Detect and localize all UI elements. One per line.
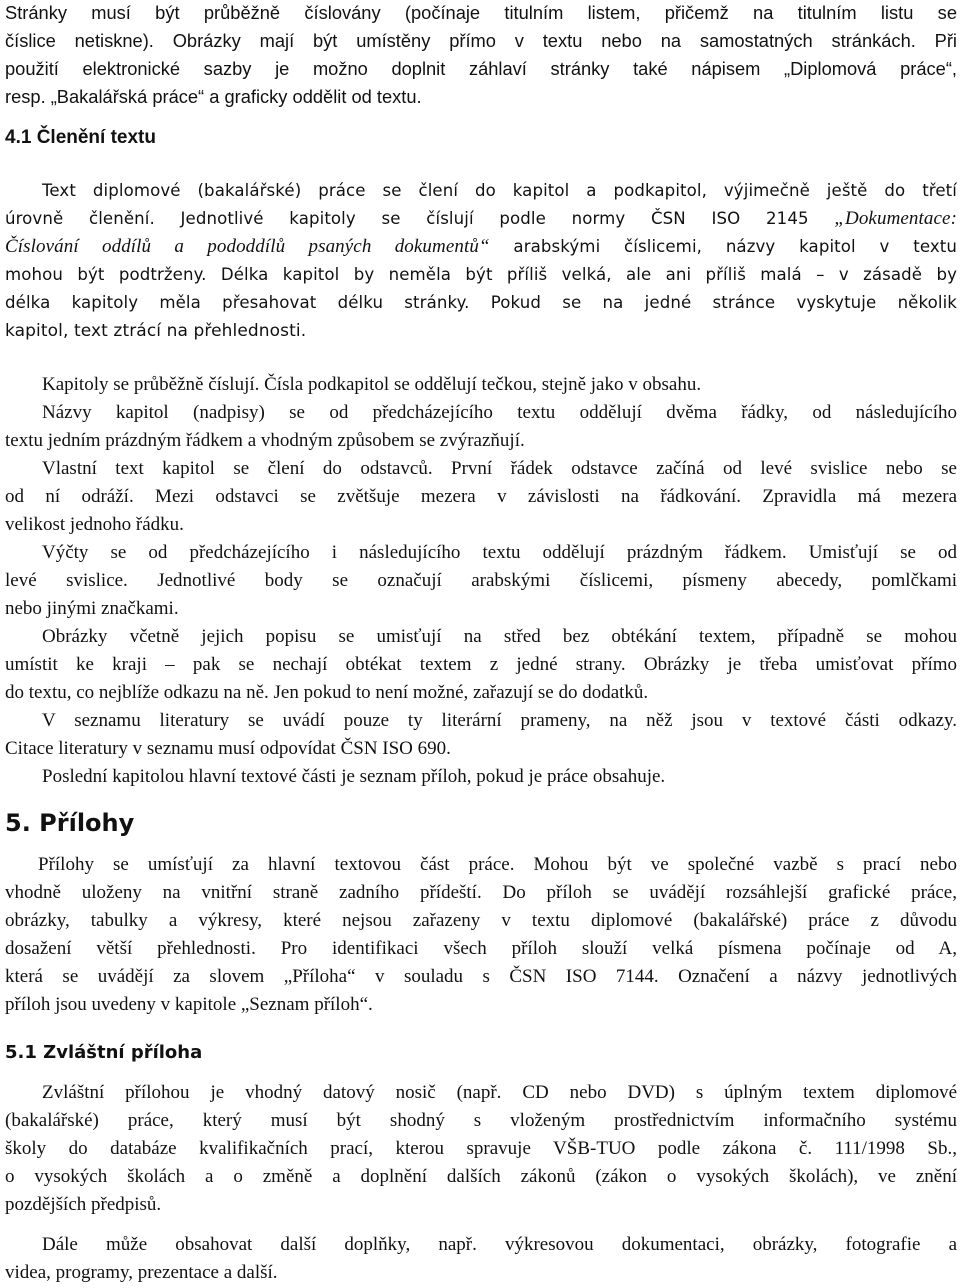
section-heading-5-1: 5.1 Zvláštní příloha — [5, 1042, 203, 1063]
paragraph-line: Vlastní text kapitol se člení do odstavců. První řádek odstavce začíná od levé svislice nebo se — [42, 458, 957, 479]
plain-text: úrovně členění. Jednotlivé kapitoly se číslují podle normy ČSN ISO 2145 — [5, 209, 835, 228]
paragraph-line: velikost jednoho řádku. — [5, 514, 184, 535]
paragraph-line: pozdějších předpisů. — [5, 1194, 162, 1215]
paragraph-line: která se uvádějí za slovem „Příloha“ v souladu s ČSN ISO 7144. Označení a názvy jednotlivých — [5, 966, 957, 987]
paragraph-line: Přílohy se umísťují za hlavní textovou část práce. Mohou být ve společné vazbě s prací nebo — [38, 854, 957, 875]
plain-text: arabskými číslicemi, názvy kapitol v textu — [489, 237, 957, 256]
paragraph-line: V seznamu literatury se uvádí pouze ty literární prameny, na něž jsou v textové části odkazy. — [42, 710, 957, 731]
paragraph-line: od ní odráží. Mezi odstavci se zvětšuje mezera v závislosti na řádkování. Zpravidla má mezera — [5, 486, 957, 507]
paragraph-line: levé svislice. Jednotlivé body se označují arabskými číslicemi, písmeny abecedy, pomlčkami — [5, 570, 957, 591]
paragraph-line: nebo jinými značkami. — [5, 598, 179, 619]
paragraph-line: obrázky, tabulky a výkresy, které nejsou zařazeny v textu diplomové (bakalářské) práce z důvodu — [5, 910, 957, 931]
paragraph-line: Kapitoly se průběžně číslují. Čísla podkapitol se oddělují tečkou, stejně jako v obsahu. — [42, 374, 702, 395]
paragraph-line: textu jedním prázdným řádkem a vhodným způsobem se zvýrazňují. — [5, 430, 525, 451]
paragraph-line: kapitol, text ztrácí na přehlednosti. — [5, 321, 307, 341]
italic-title: „Dokumentace: — [834, 208, 957, 229]
paragraph-line: Výčty se od předcházejícího i následujícího textu oddělují prázdným řádkem. Umisťují se od — [42, 542, 957, 563]
section-heading-5: 5. Přílohy — [5, 809, 135, 837]
italic-title: Číslování oddílů a pododdílů psaných dokumentů“ — [5, 236, 490, 257]
intro-line-4: resp. „Bakalářská práce“ a graficky oddělit od textu. — [5, 86, 422, 107]
paragraph-line: Obrázky včetně jejich popisu se umisťují na střed bez obtékání textem, případně se mohou — [42, 626, 957, 647]
paragraph-line: vhodně uloženy na vnitřní straně zadního přídeští. Do příloh se uvádějí rozsáhlejší grafické práce, — [5, 882, 957, 903]
paragraph-line: příloh jsou uvedeny v kapitole „Seznam příloh“. — [5, 994, 373, 1015]
paragraph-line-with-italic — [5, 206, 957, 233]
section-heading-4-1: 4.1 Členění textu — [5, 127, 156, 148]
paragraph-line-with-italic — [5, 234, 957, 261]
paragraph-line: o vysokých školách a o změně a doplnění dalších zákonů (zákon o vysokých školách), ve znění — [5, 1166, 957, 1187]
paragraph-line: Zvláštní přílohou je vhodný datový nosič (např. CD nebo DVD) s úplným textem diplomové — [42, 1082, 957, 1103]
paragraph-line: školy do databáze kvalifikačních prací, kterou spravuje VŠB-TUO podle zákona č. 111/1998 Sb., — [5, 1138, 957, 1159]
paragraph-line: dosažení větší přehlednosti. Pro identifikaci všech příloh slouží velká písmena počínaje od A, — [5, 938, 957, 959]
paragraph-line: Názvy kapitol (nadpisy) se od předcházejícího textu oddělují dvěma řádky, od následujícího — [42, 402, 957, 423]
paragraph-line: mohou být podtrženy. Délka kapitol by neměla být příliš velká, ale ani příliš malá – v zásadě by — [5, 265, 957, 284]
paragraph-line: (bakalářské) práce, který musí být shodný s vloženým prostřednictvím informačního systému — [5, 1110, 957, 1131]
paragraph-line: umístit ke kraji – pak se nechají obtékat textem z jedné strany. Obrázky je třeba umisťovat přímo — [5, 654, 957, 675]
paragraph-line: Citace literatury v seznamu musí odpovídat ČSN ISO 690. — [5, 738, 451, 759]
paragraph-line: Text diplomové (bakalářské) práce se člení do kapitol a podkapitol, výjimečně ještě do třetí — [42, 181, 957, 200]
intro-line-1: Stránky musí být průběžně číslovány (počínaje titulním listem, přičemž na titulním listu se — [5, 2, 957, 23]
paragraph-line: do textu, co nejblíže odkazu na ně. Jen pokud to není možné, zařazují se do dodatků. — [5, 682, 649, 703]
paragraph-line: videa, programy, prezentace a další. — [5, 1262, 278, 1283]
intro-line-2: číslice netiskne). Obrázky mají být umístěny přímo v textu nebo na samostatných stránkách. Při — [5, 30, 957, 51]
paragraph-line: délka kapitoly měla přesahovat délku stránky. Pokud se na jedné stránce vyskytuje několik — [5, 293, 957, 312]
paragraph-line: Dále může obsahovat další doplňky, např. výkresovou dokumentaci, obrázky, fotografie a — [42, 1234, 957, 1255]
paragraph-line: Poslední kapitolou hlavní textové části je seznam příloh, pokud je práce obsahuje. — [42, 766, 666, 787]
intro-line-3: použití elektronické sazby je možno doplnit záhlaví stránky také nápisem „Diplomová práce“, — [5, 58, 957, 79]
